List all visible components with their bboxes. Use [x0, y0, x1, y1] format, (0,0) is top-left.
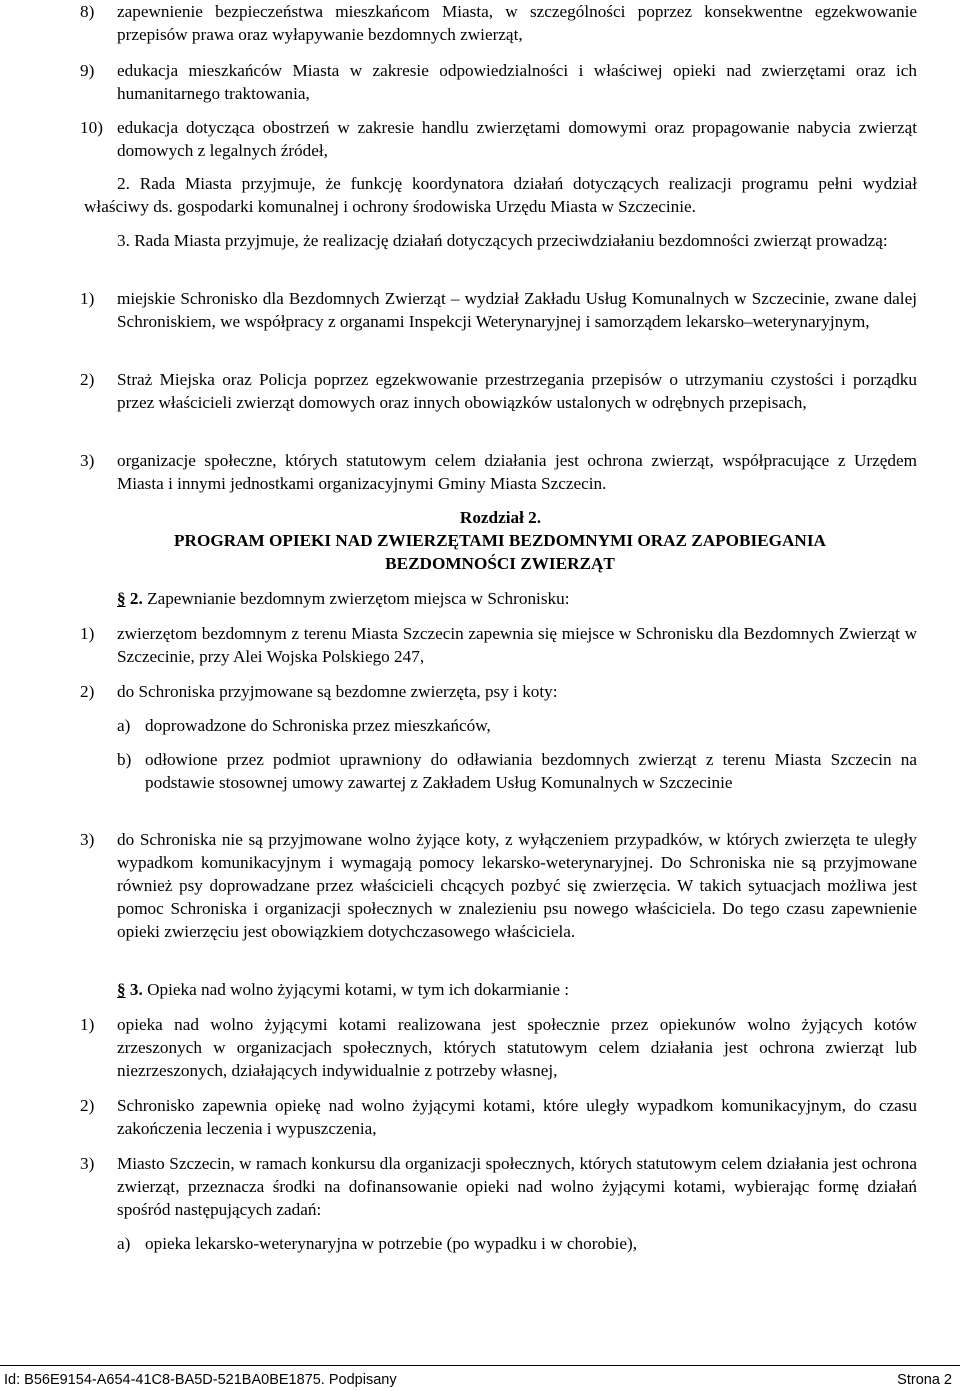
paragraph-3: 3. Rada Miasta przyjmuje, że realizację działań dotyczących przeciwdziałaniu bezdomności zwierząt prowadzą: [117, 231, 888, 250]
section-2-item-2: 2) do Schroniska przyjmowane są bezdomne zwierzęta, psy i koty: [80, 682, 558, 701]
chapter-title: PROGRAM OPIEKI NAD ZWIERZĘTAMI BEZDOMNYMI ORAZ ZAPOBIEGANIA BEZDOMNOŚCI ZWIERZĄT [174, 531, 826, 573]
section-2-subitem-b: b) odłowione przez podmiot uprawniony do odławiania bezdomnych zwierząt z terenu Miasta Szczecin na podstawie stosownej umowy zawartej z Zakładem Usług Komunalnych w Szczecinie [117, 750, 917, 792]
section-3-heading: § 3. Opieka nad wolno żyjącymi kotami, w tym ich dokarmianie : [117, 980, 570, 999]
paragraph-2: 2. Rada Miasta przyjmuje, że funkcję koordynatora działań dotyczących realizacji programu pełni wydział właściwy ds. gospodarki komunalnej i ochrony środowiska Urzędu Miasta w Szczecinie. [84, 174, 917, 216]
list-item-9: 9) edukacja mieszkańców Miasta w zakresie odpowiedzialności i właściwej opieki nad zwierzętami oraz ich humanitarnego traktowania, [80, 61, 917, 103]
chapter-label: Rozdział 2. [459, 508, 542, 527]
section-2-heading: § 2. Zapewnianie bezdomnym zwierzętom miejsca w Schronisku: [117, 589, 570, 608]
footer-page-number: Strona 2 [897, 1372, 952, 1388]
section-2-item-1: 1) zwierzętom bezdomnym z terenu Miasta Szczecin zapewnia się miejsce w Schronisku dla Bezdomnych Zwierząt w Szczecinie, przy Alei Wojska Polskiego 247, [80, 624, 917, 666]
footer-divider [0, 1365, 960, 1366]
section-2-subitem-a: a) doprowadzone do Schroniska przez mieszkańców, [117, 716, 491, 735]
footer-document-id: Id: B56E9154-A654-41C8-BA5D-521BA0BE1875. Podpisany [4, 1372, 397, 1388]
section-3-subitem-a: a) opieka lekarsko-weterynaryjna w potrzebie (po wypadku i w chorobie), [117, 1234, 638, 1253]
section-2-item-3: 3) do Schroniska nie są przyjmowane wolno żyjące koty, z wyłączeniem przypadków, w których zwierzęta te uległy wypadkom komunikacyjnym i wymagają pomocy lekarsko-weterynaryjnej. Do Schroniska nie są przyjmowane również psy doprowadzane przez właścicieli chcących pozbyć się zwierzęcia. W takich sytuacjach możliwa jest pomoc Schroniska i organizacji społecznych w znalezieniu psu nowego właściciela. Do tego czasu zapewnienie opieki zwierzęciu jest obowiązkiem dotychczasowego właściciela. [80, 830, 917, 941]
list-item-8: 8) zapewnienie bezpieczeństwa mieszkańcom Miasta, w szczególności poprzez konsekwentne egzekwowanie przepisów prawa oraz wyłapywanie bezdomnych zwierząt, [80, 2, 917, 44]
section-3-item-2: 2) Schronisko zapewnia opiekę nad wolno żyjącymi kotami, które uległy wypadkom komunikacyjnym, do czasu zakończenia leczenia i wypuszczenia, [80, 1096, 917, 1138]
para3-item-3: 3) organizacje społeczne, których statutowym celem działania jest ochrona zwierząt, współpracujące z Urzędem Miasta i innymi jednostkami organizacyjnymi Gminy Miasta Szczecin. [80, 451, 917, 493]
section-3-item-3: 3) Miasto Szczecin, w ramach konkursu dla organizacji społecznych, których statutowym celem działania jest ochrona zwierząt, przeznacza środki na dofinansowanie opieki nad wolno żyjącymi kotami, wybierając formę działań spośród następujących zadań: [80, 1154, 917, 1219]
para3-item-1: 1) miejskie Schronisko dla Bezdomnych Zwierząt – wydział Zakładu Usług Komunalnych w Szczecinie, zwane dalej Schroniskiem, we współpracy z organami Inspekcji Weterynaryjnej i samorządem lekarsko–weterynaryjnym, [80, 289, 917, 331]
section-3-item-1: 1) opieka nad wolno żyjącymi kotami realizowana jest społecznie przez opiekunów wolno żyjących kotów zrzeszonych w organizacjach społecznych, których statutowym celem działania jest ochrona zwierząt lub niezrzeszonych, działających indywidualnie z potrzeby własnej, [80, 1015, 917, 1080]
list-item-10: 10) edukacja dotycząca obostrzeń w zakresie handlu zwierzętami domowymi oraz propagowanie nabycia zwierząt domowych z legalnych źródeł, [80, 118, 917, 160]
para3-item-2: 2) Straż Miejska oraz Policja poprzez egzekwowanie przestrzegania przepisów o utrzymaniu czystości i porządku przez właścicieli zwierząt domowych oraz innych obowiązków ustalonych w odrębnych przepisach, [80, 370, 917, 412]
